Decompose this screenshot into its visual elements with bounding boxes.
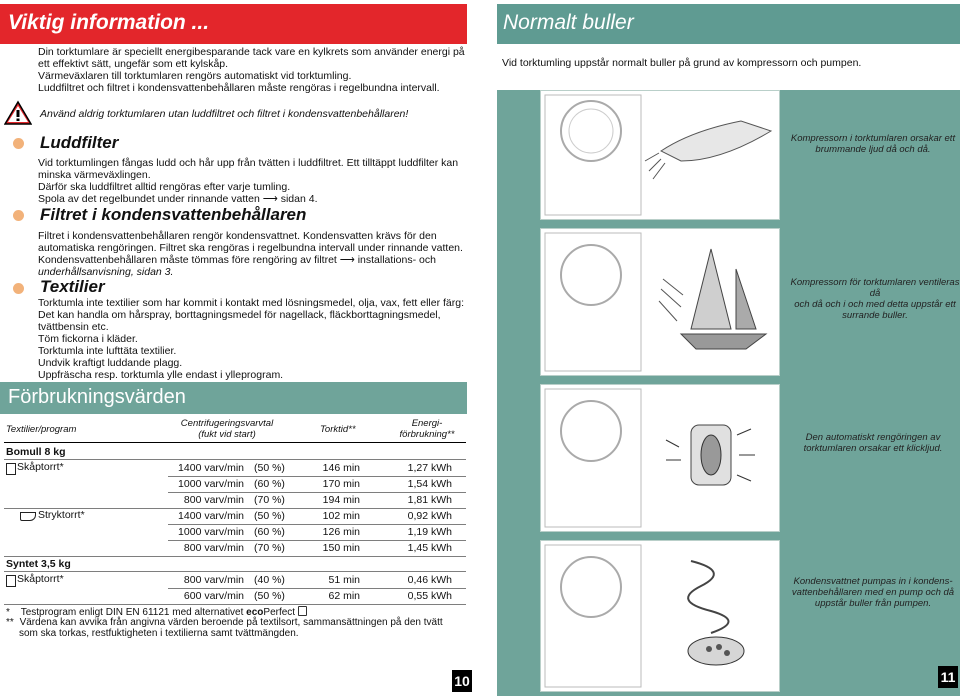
cell-moist: (50 %) bbox=[254, 510, 285, 522]
col-speed bbox=[172, 418, 282, 440]
section-title-luddfilter: Luddfilter bbox=[40, 133, 119, 152]
section-body-luddfilter bbox=[38, 157, 466, 205]
body-line: underhållsanvisning, sidan 3. bbox=[38, 266, 174, 278]
cell-moist: (70 %) bbox=[254, 542, 285, 554]
row-rule bbox=[168, 604, 466, 605]
consumption-header-bar bbox=[0, 382, 467, 414]
cell-speed: 1400 varv/min bbox=[178, 510, 244, 522]
col-program: Textilier/program bbox=[6, 424, 77, 435]
section-bullet bbox=[13, 283, 24, 294]
intro-line: Värmeväxlaren till torktumlaren rengörs automatiskt vid torktumling. bbox=[38, 70, 352, 82]
body-line: tvättbensin etc. bbox=[38, 321, 109, 333]
cell-moist: (50 %) bbox=[254, 590, 285, 602]
note-line: vattenbehållaren med en pump och då bbox=[791, 587, 955, 598]
note-line: surrande buller. bbox=[842, 310, 908, 321]
program-rule bbox=[4, 508, 168, 509]
col-energy-line: Energi- bbox=[411, 418, 443, 429]
compressor-illustration bbox=[541, 91, 779, 219]
note-line: Kompressorn i torktumlaren orsakar ett bbox=[790, 133, 956, 144]
cell-energy: 1,27 kWh bbox=[407, 462, 452, 474]
row-rule bbox=[168, 476, 466, 477]
body-line: Torktumla inte lufttäta textilier. bbox=[38, 345, 177, 357]
intro-line: Luddfiltret och filtret i kondensvattenbehållaren måste rengöras i regelbundna intervall. bbox=[38, 82, 440, 94]
footnote-eco: eco bbox=[246, 607, 264, 618]
cell-energy: 0,92 kWh bbox=[407, 510, 452, 522]
warning-text: Använd aldrig torktumlaren utan luddfiltret och filtret i kondensvattenbehållaren! bbox=[40, 108, 409, 120]
cell-moist: (70 %) bbox=[254, 494, 285, 506]
col-energy-line: förbrukning** bbox=[399, 429, 455, 440]
cell-moist: (40 %) bbox=[254, 574, 285, 586]
body-line: Det kan handla om hårspray, borttagningsmedel för nagellack, fläckborttagningsmedel, bbox=[38, 309, 441, 321]
ventilation-illustration bbox=[541, 229, 779, 375]
cell-time: 194 min bbox=[322, 494, 360, 506]
page-number-left: 10 bbox=[452, 670, 472, 692]
note-compressor bbox=[790, 133, 956, 155]
row-rule bbox=[168, 508, 466, 509]
cell-moist: (50 %) bbox=[254, 462, 285, 474]
cell-time: 146 min bbox=[322, 462, 360, 474]
note-line: uppstår buller från pumpen. bbox=[814, 598, 932, 609]
left-header-title: Viktig information ... bbox=[8, 11, 210, 34]
group-bomull: Bomull 8 kg bbox=[6, 446, 66, 458]
eco-perfect-icon bbox=[298, 606, 307, 616]
consumption-header-title: Förbrukningsvärden bbox=[8, 386, 186, 408]
cell-energy: 1,45 kWh bbox=[407, 542, 452, 554]
intro-line: Din torktumlare är speciellt energibesparande tack vare en kylkrets som använder energi på bbox=[38, 46, 465, 58]
note-line: Kompressorn för torktumlaren ventileras då bbox=[790, 277, 960, 299]
footnote-perfect: Perfect bbox=[263, 607, 296, 618]
body-line: Filtret i kondensvattenbehållaren rengör kondensvattnet. Kondensvatten krävs för den bbox=[38, 230, 437, 242]
note-pump bbox=[790, 576, 956, 609]
cell-time: 150 min bbox=[322, 542, 360, 554]
dryer-illustration-pump bbox=[540, 540, 780, 692]
cell-speed: 800 varv/min bbox=[183, 574, 244, 586]
cell-time: 51 min bbox=[328, 574, 360, 586]
cell-energy: 1,81 kWh bbox=[407, 494, 452, 506]
cell-speed: 800 varv/min bbox=[183, 542, 244, 554]
note-line: brummande ljud då och då. bbox=[815, 144, 931, 155]
header-rule bbox=[4, 442, 466, 443]
body-line: Vid torktumlingen fångas ludd och hår upp från tvätten i luddfiltret. Ett tilltäppt luddfilter kan bbox=[38, 157, 459, 169]
cell-speed: 1000 varv/min bbox=[178, 478, 244, 490]
row-rule bbox=[168, 524, 466, 525]
footnote-2-line: som ska torkas, restfuktigheten i textilierna samt tvättmängden. bbox=[19, 628, 299, 639]
footnote-1-text: Testprogram enligt DIN EN 61121 med alternativet bbox=[20, 607, 244, 618]
dryer-illustration-ventilation bbox=[540, 228, 780, 376]
body-line: Kondensvattenbehållaren måste tömmas före rengöring av filtret ⟶ installations- och bbox=[38, 254, 436, 266]
row-rule bbox=[168, 588, 466, 589]
program-label: Skåptorrt* bbox=[17, 573, 64, 585]
cell-time: 102 min bbox=[322, 510, 360, 522]
right-header-bar bbox=[497, 4, 960, 44]
note-line: och då och i och med detta uppstår ett bbox=[794, 299, 956, 310]
cell-energy: 1,19 kWh bbox=[407, 526, 452, 538]
cell-speed: 800 varv/min bbox=[183, 494, 244, 506]
section-body-textilier bbox=[38, 297, 466, 381]
program-label: Stryktorrt* bbox=[38, 509, 85, 521]
section-title-textilier: Textilier bbox=[40, 277, 105, 296]
body-line: Spola av det regelbundet under rinnande vatten ⟶ sidan 4. bbox=[38, 193, 318, 205]
cell-time: 62 min bbox=[328, 590, 360, 602]
row-rule bbox=[168, 492, 466, 493]
cell-speed: 1000 varv/min bbox=[178, 526, 244, 538]
click-illustration bbox=[541, 385, 779, 531]
note-line: Den automatiskt rengöringen av bbox=[805, 432, 941, 443]
note-click bbox=[790, 432, 956, 454]
right-intro: Vid torktumling uppstår normalt buller på grund av kompressorn och pumpen. bbox=[502, 57, 862, 69]
body-line: Därför ska luddfiltret alltid rengöras efter varje tumling. bbox=[38, 181, 291, 193]
body-line: Töm fickorna i kläder. bbox=[38, 333, 138, 345]
cell-moist: (60 %) bbox=[254, 526, 285, 538]
row-rule bbox=[168, 540, 466, 541]
col-time: Torktid** bbox=[320, 424, 356, 435]
cell-speed: 600 varv/min bbox=[183, 590, 244, 602]
row-rule bbox=[4, 571, 466, 572]
iron-dry-icon bbox=[20, 512, 36, 521]
row-rule bbox=[4, 459, 466, 460]
body-line: minska värmeväxlingen. bbox=[38, 169, 151, 181]
note-line: Kondensvattnet pumpas in i kondens- bbox=[793, 576, 953, 587]
warning-icon bbox=[4, 100, 32, 126]
cabinet-dry-icon bbox=[6, 463, 16, 475]
footnote-2-line: Värdena kan avvika från angivna värden beroende på textilsort, sammansättningen på den tvätt bbox=[19, 617, 443, 628]
body-line: Uppfräscha resp. torktumla ylle endast i ylleprogram. bbox=[38, 369, 284, 381]
intro-line: ett effektivt sätt, ungefär som ett kylskåp. bbox=[38, 58, 229, 70]
cell-energy: 0,46 kWh bbox=[407, 574, 452, 586]
dryer-illustration-click bbox=[540, 384, 780, 532]
footnote-star: * bbox=[6, 607, 10, 618]
body-line: Torktumla inte textilier som har kommit i kontakt med lösningsmedel, olja, vax, fett eller färg: bbox=[38, 297, 464, 309]
col-speed-line: (fukt vid start) bbox=[198, 429, 256, 440]
intro-text bbox=[38, 46, 466, 94]
col-speed-line: Centrifugeringsvarvtal bbox=[180, 418, 274, 429]
cell-moist: (60 %) bbox=[254, 478, 285, 490]
program-rule bbox=[4, 556, 168, 557]
dryer-illustration-compressor bbox=[540, 90, 780, 220]
right-header-title: Normalt buller bbox=[503, 11, 634, 34]
cell-speed: 1400 varv/min bbox=[178, 462, 244, 474]
group-syntet: Syntet 3,5 kg bbox=[6, 558, 71, 570]
body-line: automatiska rengöringen. Filtret ska rengöras i regelbundna intervall under rinnande vatten. bbox=[38, 242, 463, 254]
col-energy bbox=[392, 418, 462, 440]
section-body-filter bbox=[38, 230, 466, 278]
program-rule bbox=[4, 604, 168, 605]
footnote-star: ** bbox=[6, 617, 14, 628]
left-header-bar bbox=[0, 4, 467, 44]
section-bullet bbox=[13, 210, 24, 221]
footnote-2 bbox=[6, 617, 466, 639]
row-rule bbox=[168, 556, 466, 557]
program-label: Skåptorrt* bbox=[17, 461, 64, 473]
cell-energy: 0,55 kWh bbox=[407, 590, 452, 602]
cell-time: 170 min bbox=[322, 478, 360, 490]
cell-time: 126 min bbox=[322, 526, 360, 538]
section-title-filter: Filtret i kondensvattenbehållaren bbox=[40, 205, 307, 224]
cell-energy: 1,54 kWh bbox=[407, 478, 452, 490]
page-number-right: 11 bbox=[938, 666, 958, 688]
cabinet-dry-icon bbox=[6, 575, 16, 587]
section-bullet bbox=[13, 138, 24, 149]
body-line: Undvik kraftigt luddande plagg. bbox=[38, 357, 183, 369]
note-line: torktumlaren orsakar ett klickljud. bbox=[803, 443, 943, 454]
pump-illustration bbox=[541, 541, 779, 691]
note-ventilation bbox=[790, 277, 960, 321]
